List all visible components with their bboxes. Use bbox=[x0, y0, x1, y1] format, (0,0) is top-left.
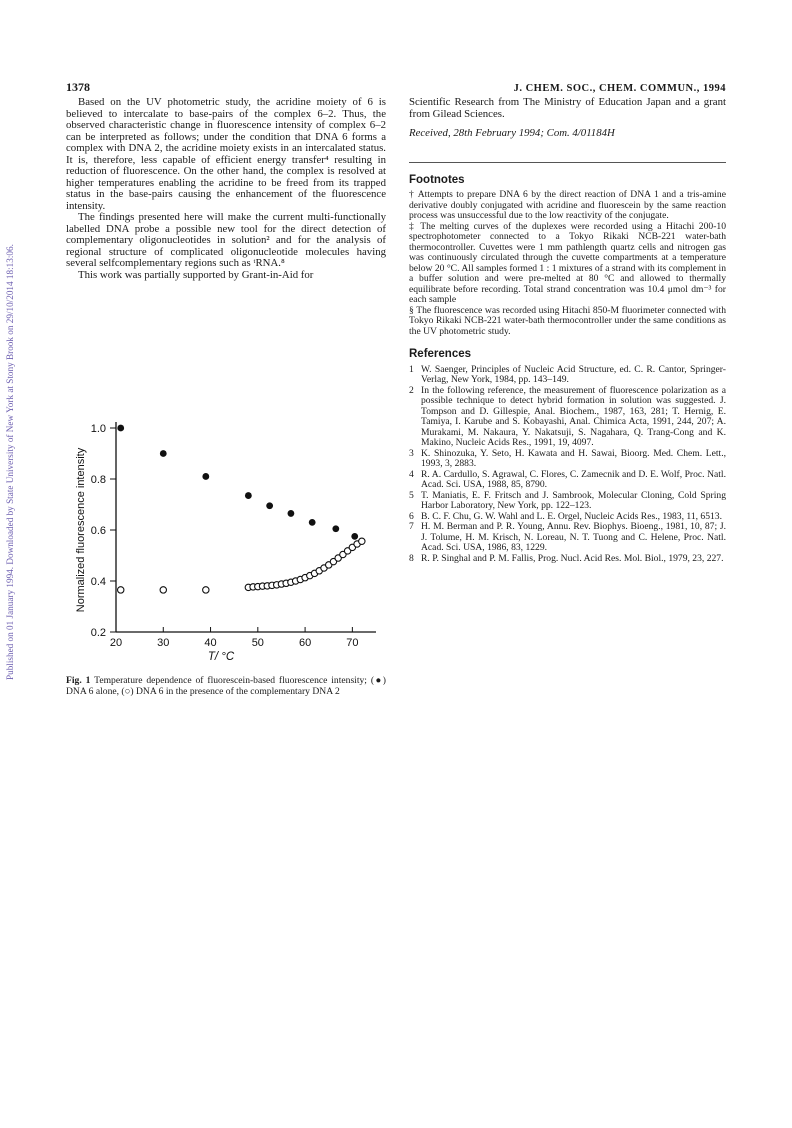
x-tick-label: 60 bbox=[298, 637, 312, 649]
footnote: † Attempts to prepare DNA 6 by the direct reaction of DNA 1 and a tris-amine derivative doubly conjugated with acridine and fluorescein by the same reaction process was unsuccessful due to the low reactivity of the conjugate. bbox=[409, 189, 726, 221]
page-number: 1378 bbox=[66, 80, 90, 94]
reference-text: W. Saenger, Principles of Nucleic Acid Structure, ed. C. R. Cantor, Springer-Verlag, New York, 1984, pp. 143–149. bbox=[421, 363, 726, 385]
open-data-point bbox=[118, 587, 124, 593]
filled-data-point bbox=[332, 525, 339, 532]
filled-data-point bbox=[288, 510, 295, 517]
filled-data-point bbox=[351, 533, 358, 540]
filled-data-point bbox=[160, 450, 167, 457]
filled-data-point bbox=[309, 519, 316, 526]
x-tick-label: 40 bbox=[204, 637, 217, 649]
reference-text: R. A. Cardullo, S. Agrawal, C. Flores, C. Zamecnik and D. E. Wolf, Proc. Natl. Acad. Sci. USA, 1988, 85, 8790. bbox=[421, 468, 726, 490]
paragraph: The findings presented here will make the current multi-functionally labelled DNA probe a possible new tool for the direct detection of complementary oligonucleotides in solution² and for the analysis of regional structure of complicated oligonucleotide molecules having several selfcomplementary regions such as ᵗRNA.⁸ bbox=[66, 211, 386, 269]
left-column bbox=[66, 97, 386, 281]
paragraph: This work was partially supported by Grant-in-Aid for bbox=[78, 268, 314, 281]
y-tick-label: 1.0 bbox=[90, 423, 106, 435]
references-heading: References bbox=[409, 348, 472, 360]
filled-data-point bbox=[117, 425, 124, 432]
paragraph: Based on the UV photometric study, the acridine moiety of 6 is believed to intercalate to base-pairs of the complex 6–2. Thus, the observed characteristic change in fluorescence intensity of complex 6–2 can be interpreted as follows; under the condition that DNA 6 forms a complex with DNA 2, the acridine moiety exists in an intercalated status. It is, therefore, less capable of efficient energy transfer⁴ resulting in reduction of fluorescence. On the other hand, the complex is resolved at higher temperatures enabling the acridine to be freed from its trapped status in the base-pairs causing the enhancement of the fluorescence intensity. bbox=[66, 96, 386, 212]
y-tick-label: 0.6 bbox=[90, 525, 106, 537]
footnotes-heading: Footnotes bbox=[409, 173, 465, 186]
reference-text: B. C. F. Chu, G. W. Wahl and L. E. Orgel, Nucleic Acids Res., 1983, 11, 6513. bbox=[421, 510, 723, 522]
received-line: Received, 28th February 1994; Com. 4/01184H bbox=[409, 127, 615, 139]
reference-number: 4 bbox=[409, 468, 414, 480]
figure-1-chart bbox=[66, 420, 386, 670]
filled-data-point bbox=[266, 502, 273, 509]
reference-text: T. Maniatis, E. F. Fritsch and J. Sambrook, Molecular Cloning, Cold Spring Harbor Laboratory, New York, pp. 122–123. bbox=[421, 489, 726, 511]
reference-item bbox=[409, 554, 726, 565]
y-tick-label: 0.4 bbox=[90, 576, 106, 588]
y-tick-label: 0.2 bbox=[90, 627, 106, 639]
reference-number: 6 bbox=[409, 510, 414, 522]
x-tick-label: 70 bbox=[346, 637, 359, 649]
x-tick-label: 20 bbox=[109, 637, 123, 649]
reference-number: 1 bbox=[409, 363, 414, 375]
reference-number: 2 bbox=[409, 384, 414, 396]
reference-text: K. Shinozuka, Y. Seto, H. Kawata and H. Sawai, Bioorg. Med. Chem. Lett., 1993, 3, 2883. bbox=[421, 447, 726, 469]
filled-data-point bbox=[245, 492, 252, 499]
side-note: Published on 01 January 1994. Downloaded by State University of New York at Stony Brook on 29/10/2014 18:13:06. bbox=[5, 244, 15, 680]
reference-text: In the following reference, the measurement of fluorescence polarization as a possible technique to detect hybrid formation in solution was suggested. J. Tompson and D. Gillespie, Anal. Biochem., 1987, 163, 281; T. Hernig, E. Tamiya, I. Karube and S. Kobayashi, Anal. Chimica Acta, 1991, 244, 207; A. Murakami, M. Nakaura, Y. Nakatsuji, S. Nagahara, Q. Trang-Cong and K. Makino, Nucleic Acids Res., 1991, 19, 4097. bbox=[421, 384, 726, 448]
reference-item bbox=[409, 522, 726, 554]
y-tick-label: 0.8 bbox=[90, 474, 106, 486]
x-tick-label: 30 bbox=[157, 637, 170, 649]
x-axis-label: T/ °C bbox=[207, 651, 235, 663]
reference-number: 3 bbox=[409, 447, 414, 459]
journal-header: J. CHEM. SOC., CHEM. COMMUN., 1994 bbox=[513, 83, 726, 94]
figure-caption bbox=[66, 676, 386, 697]
reference-number: 5 bbox=[409, 489, 414, 501]
reference-item bbox=[409, 491, 726, 512]
caption-label: Fig. 1 bbox=[66, 675, 91, 686]
divider bbox=[409, 162, 726, 163]
y-axis-label: Normalized fluorescence intensity bbox=[75, 447, 87, 613]
open-data-point bbox=[359, 538, 365, 544]
right-column bbox=[409, 97, 726, 564]
reference-item bbox=[409, 386, 726, 449]
caption-text: Temperature dependence of fluorescein-based fluorescence intensity; (●) DNA 6 alone, (○) DNA 6 in the presence of the complementary DNA 2 bbox=[66, 675, 386, 697]
reference-item bbox=[409, 470, 726, 491]
open-data-point bbox=[160, 587, 166, 593]
footnote: ‡ The melting curves of the duplexes were recorded using a Hitachi 200-10 spectrophotometer connected to a Tokyo Rikaki NCB-221 water-bath thermocontroller. Cuvettes were 1 mm pathlength quartz cells and nitrogen gas was continuously circulated through the cuvette compartments at a temperature below 20 °C. All samples formed 1 : 1 mixtures of a strand with its complement in a buffer solution and were pre-melted at 80 °C and allowed to thermally equilibrate before recording. Total strand concentration was 10.4 μmol dm⁻³ for each sample bbox=[409, 220, 726, 305]
reference-item bbox=[409, 365, 726, 386]
filled-data-point bbox=[202, 473, 209, 480]
chart-svg bbox=[66, 420, 386, 670]
references-list bbox=[409, 365, 726, 565]
reference-item bbox=[409, 449, 726, 470]
reference-number: 7 bbox=[409, 521, 414, 532]
open-data-point bbox=[203, 587, 209, 593]
reference-text: R. P. Singhal and P. M. Fallis, Prog. Nucl. Acid Res. Mol. Biol., 1979, 23, 227. bbox=[421, 552, 724, 564]
reference-text: H. M. Berman and P. R. Young, Annu. Rev. Biophys. Bioeng., 1981, 10, 87; J. J. Tolume, H. M. Krisch, N. Loreau, N. T. Tuong and C. Helene, Proc. Natl. Acad. Sci. USA, 1986, 83, 1229. bbox=[421, 521, 726, 553]
paragraph-continuation: Scientific Research from The Ministry of Education Japan and a grant from Gilead Sciences. bbox=[409, 96, 726, 120]
footnote: § The fluorescence was recorded using Hitachi 850-M fluorimeter connected with Tokyo Rikaki NCB-221 water-bath thermocontroller under the same conditions as the UV photometric study. bbox=[409, 304, 726, 337]
x-tick-label: 50 bbox=[251, 637, 264, 649]
reference-number: 8 bbox=[409, 552, 414, 564]
